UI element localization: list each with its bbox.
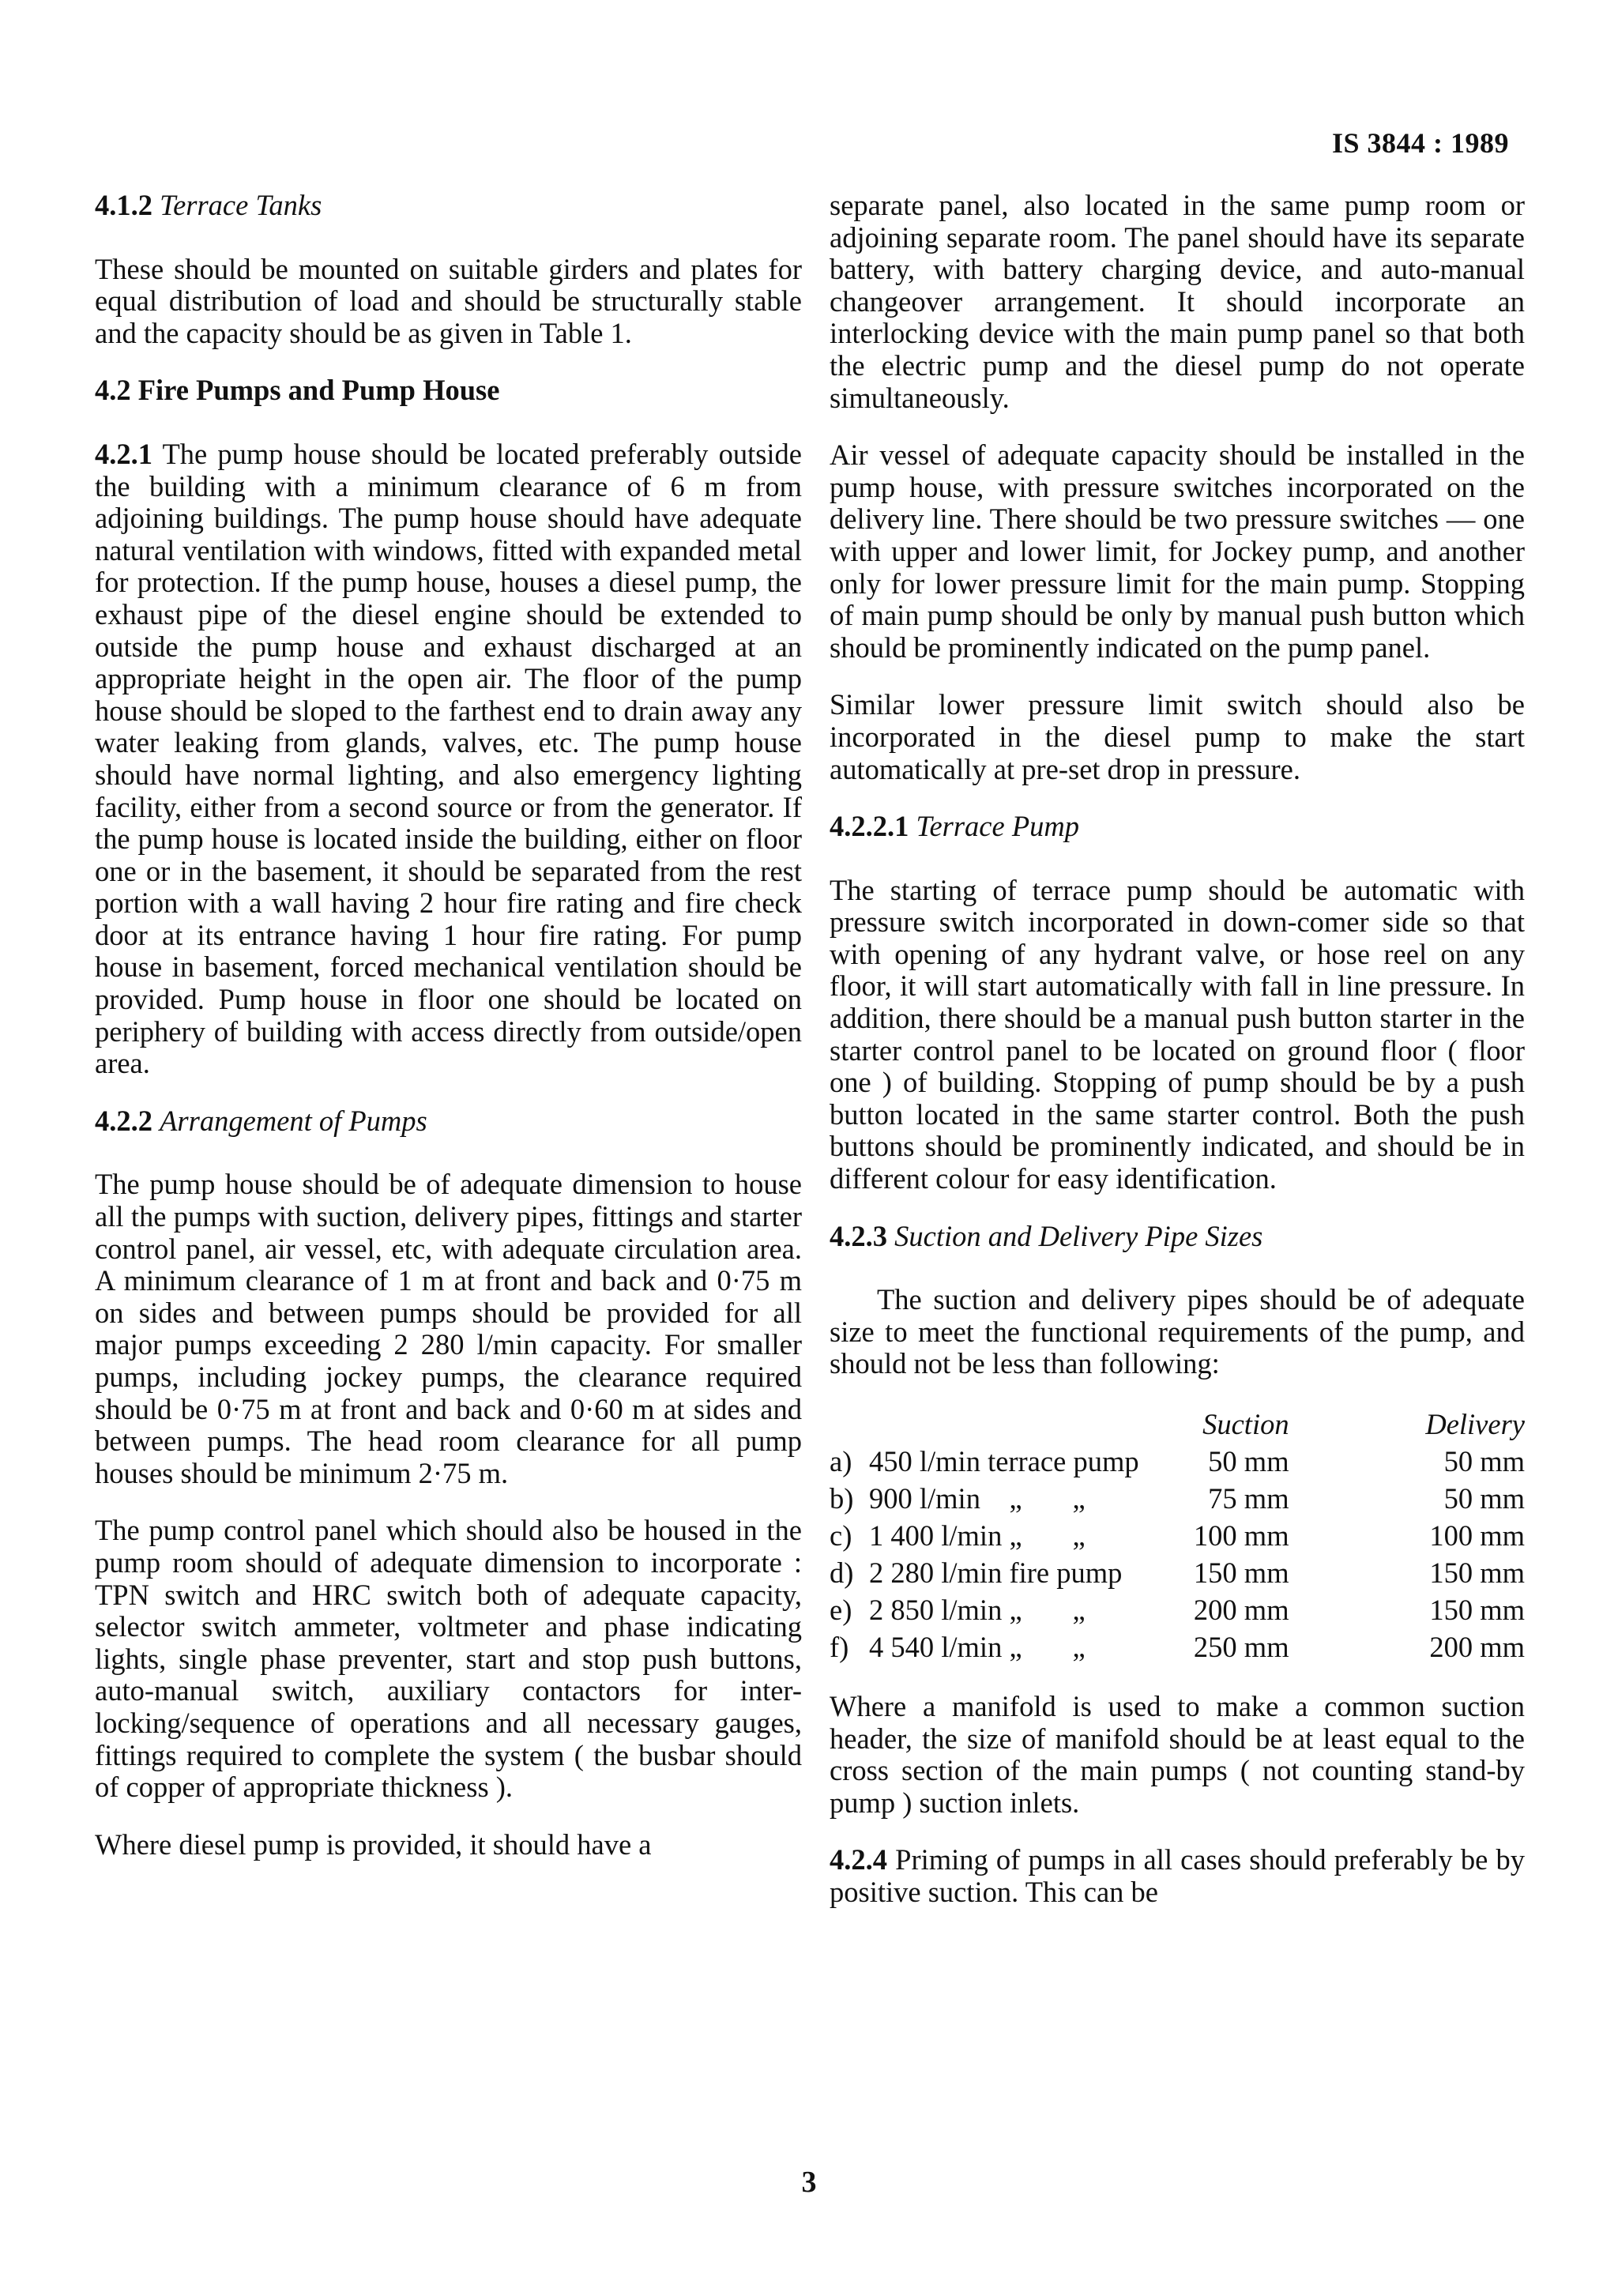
page-number: 3 bbox=[801, 2166, 817, 2199]
section-title: Suction and Delivery Pipe Sizes bbox=[894, 1219, 1263, 1252]
left-column bbox=[95, 190, 802, 1886]
section-number: 4.1.2 bbox=[95, 189, 152, 221]
section-title: Arrangement of Pumps bbox=[160, 1104, 427, 1137]
row-flow: 1 400 l/min „ „ bbox=[869, 1519, 1086, 1552]
row-delivery: 200 mm bbox=[1429, 1631, 1525, 1663]
table-header-row bbox=[830, 1406, 1525, 1443]
row-suction: 250 mm bbox=[1193, 1631, 1289, 1663]
row-suction: 50 mm bbox=[1208, 1445, 1289, 1477]
row-flow: 2 280 l/min fire pump bbox=[869, 1556, 1123, 1589]
paragraph-4-2-4 bbox=[830, 1844, 1525, 1908]
section-heading-4-2-3 bbox=[830, 1221, 1525, 1253]
clause-text: The pump house should be located preferably outside the building with a minimum clearance of 6 m from adjoining buildings. The pump house should have adequate natural ventilation with windows, fitted with expanded metal for protection. If the pump house, houses a diesel pump, the exhaust pipe of the diesel engine should be extended to outside the pump house and exhaust discharged at an appropriate height in the open air. The floor of the pump house should be sloped to the farthest end to drain away any water leaking from glands, valves, etc. The pump house should have normal lighting, and also emergency lighting facility, either from a second source or from the generator. If the pump house is located inside the building, either on floor one or in the basement, it should be separated from the rest portion with a wall having 2 hour fire rating and fire check door at its entrance having 1 hour fire rating. For pump house in basement, forced mechanical ventilation should be provided. Pump house in floor one should be located on periphery of building with access directly from outside/open area. bbox=[95, 437, 803, 1080]
standard-number: IS 3844 : 1989 bbox=[1331, 127, 1509, 159]
table-row bbox=[830, 1554, 1525, 1591]
row-label: e) bbox=[830, 1594, 852, 1626]
table-row bbox=[830, 1480, 1525, 1517]
section-title: Fire Pumps and Pump House bbox=[137, 374, 500, 407]
paragraph-pump-control-panel: The pump control panel which should also be housed in the pump room should of adequate dimension to incorporate : TPN switch and HRC switch both of adequate capacity, selector switch ammeter, voltmeter and phase indicating lights, single phase preventer, start and stop push buttons, auto-manual switch, auxiliary contactors for inter-locking/sequence of operations and all necessary gauges, fittings required to complete the system ( the busbar should of copper of appropriate thickness ). bbox=[95, 1514, 802, 1804]
row-label: f) bbox=[830, 1631, 849, 1663]
row-suction: 75 mm bbox=[1208, 1482, 1289, 1515]
clause-number: 4.2.4 bbox=[830, 1843, 887, 1876]
pipe-size-table bbox=[830, 1406, 1525, 1666]
section-number: 4.2.3 bbox=[830, 1219, 887, 1252]
table-row bbox=[830, 1517, 1525, 1554]
row-delivery: 50 mm bbox=[1443, 1482, 1525, 1515]
section-heading-4-2-2-1 bbox=[830, 811, 1525, 843]
paragraph-manifold: Where a manifold is used to make a common suction header, the size of manifold should be at least equal to the cross section of the main pumps ( not counting stand-by pump ) suction inlets. bbox=[830, 1690, 1525, 1819]
header-suction: Suction bbox=[1202, 1408, 1289, 1440]
row-delivery: 150 mm bbox=[1429, 1556, 1525, 1589]
row-delivery: 150 mm bbox=[1429, 1594, 1525, 1626]
paragraph-4-2-1 bbox=[95, 438, 802, 1080]
section-heading-4-1-2 bbox=[95, 190, 802, 222]
row-suction: 100 mm bbox=[1193, 1519, 1289, 1552]
row-flow: 900 l/min „ „ bbox=[869, 1482, 1086, 1515]
section-title: Terrace Pump bbox=[916, 810, 1079, 843]
section-title: Terrace Tanks bbox=[160, 189, 322, 221]
paragraph-terrace-pump: The starting of terrace pump should be automatic with pressure switch incorporated in down-comer side so that with opening of any hydrant valve, or hose reel on any floor, it will start automatically with fall in line pressure. In addition, there should be a manual push button starter in the starter control panel to be located on ground floor ( floor one ) of building. Stopping of pump should be by a push button located in the same starter control. Both the push buttons should be prominently indicated, and should be in different colour for easy identification. bbox=[830, 873, 1525, 1195]
paragraph-lower-pressure-switch: Similar lower pressure limit switch should also be incorporated in the diesel pump to make the start automatically at pre-set drop in pressure. bbox=[830, 688, 1525, 785]
section-number: 4.2.2 bbox=[95, 1104, 152, 1137]
row-delivery: 100 mm bbox=[1429, 1519, 1525, 1552]
paragraph-diesel-pump: Where diesel pump is provided, it should have a bbox=[95, 1827, 652, 1861]
row-flow: 450 l/min terrace pump bbox=[869, 1445, 1139, 1477]
row-delivery: 50 mm bbox=[1443, 1445, 1525, 1477]
table-row bbox=[830, 1628, 1525, 1666]
section-heading-4-2 bbox=[95, 375, 802, 407]
paragraph-terrace-tanks: These should be mounted on suitable girders and plates for equal distribution of load and should be structurally stable and the capacity should be as given in Table 1. bbox=[95, 252, 802, 349]
section-number: 4.2.2.1 bbox=[830, 810, 909, 843]
row-label: b) bbox=[830, 1482, 854, 1515]
row-flow: 2 850 l/min „ „ bbox=[869, 1594, 1086, 1626]
clause-text: Priming of pumps in all cases should preferably be by positive suction. This can be bbox=[830, 1843, 1526, 1908]
row-label: a) bbox=[830, 1445, 852, 1477]
table-row bbox=[830, 1591, 1525, 1628]
right-column bbox=[830, 190, 1525, 1934]
paragraph-separate-panel: separate panel, also located in the same pump room or adjoining separate room. The panel should have its separate battery, with battery charging device, and auto-manual changeover arrangement. It should incorporate an interlocking device with the main pump panel so that both the electric pump and the diesel pump do not operate simultaneously. bbox=[830, 189, 1525, 414]
paragraph-pipe-sizes: The suction and delivery pipes should be of adequate size to meet the functional requirements of the pump, and should not be less than following: bbox=[830, 1283, 1525, 1380]
paragraph-pump-house-dimension: The pump house should be of adequate dimension to house all the pumps with suction, delivery pipes, fittings and starter control panel, air vessel, etc, with adequate circulation area. A minimum clearance of 1 m at front and back and 0·75 m on sides and between pumps should be provided for all major pumps exceeding 2 280 l/min capacity. For smaller pumps, including jockey pumps, the clearance required should be 0·75 m at front and back and 0·60 m at sides and between pumps. The head room clearance for all pump houses should be minimum 2·75 m. bbox=[95, 1168, 802, 1489]
row-label: d) bbox=[830, 1556, 854, 1589]
table-row bbox=[830, 1443, 1525, 1480]
section-heading-4-2-2 bbox=[95, 1105, 802, 1138]
row-suction: 200 mm bbox=[1193, 1594, 1289, 1626]
clause-number: 4.2.1 bbox=[95, 437, 152, 470]
header-delivery: Delivery bbox=[1425, 1408, 1525, 1440]
row-suction: 150 mm bbox=[1193, 1556, 1289, 1589]
section-number: 4.2 bbox=[95, 374, 131, 407]
paragraph-air-vessel: Air vessel of adequate capacity should be installed in the pump house, with pressure switches incorporated on the delivery line. There should be two pressure switches — one with upper and lower limit, for Jockey pump, and another only for lower pressure limit for the main pump. Stopping of main pump should be only by manual push button which should be prominently indicated on the pump panel. bbox=[830, 438, 1525, 664]
row-label: c) bbox=[830, 1519, 852, 1552]
row-flow: 4 540 l/min „ „ bbox=[869, 1631, 1086, 1663]
